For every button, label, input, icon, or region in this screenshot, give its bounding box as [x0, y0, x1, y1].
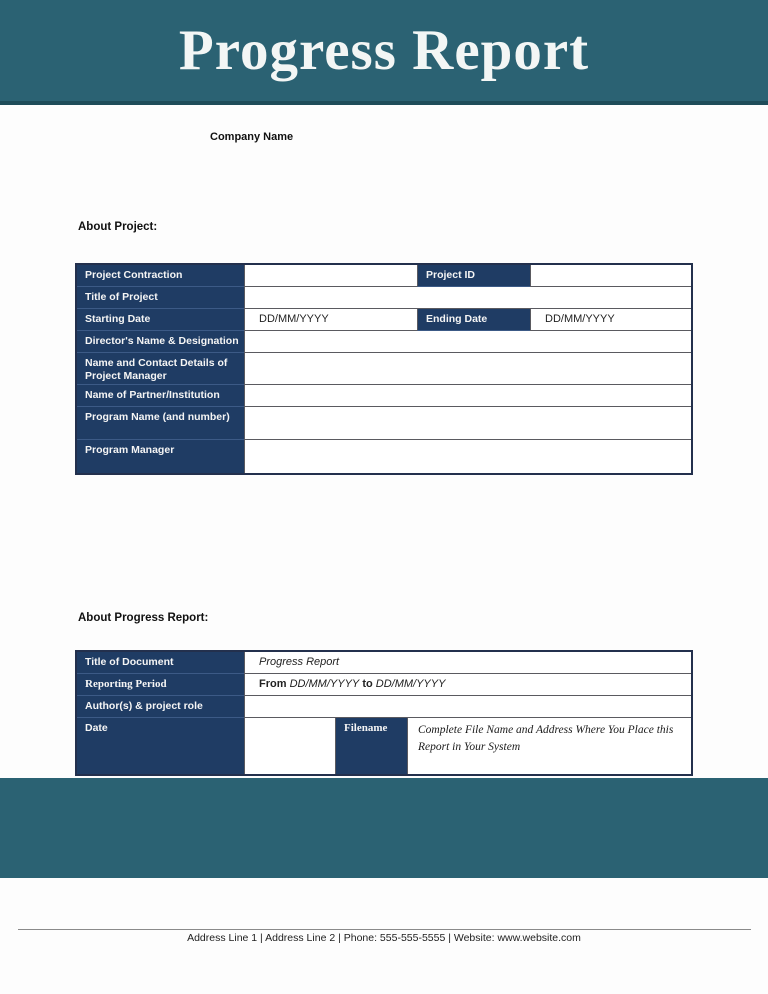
- filename-label: Filename: [335, 718, 407, 774]
- filename-field[interactable]: Complete File Name and Address Where You Place this Report in Your System: [407, 718, 691, 774]
- program-manager-field[interactable]: [244, 440, 691, 473]
- to-date: DD/MM/YYYY: [375, 678, 446, 690]
- table-row: [77, 309, 691, 331]
- table-row: [77, 652, 691, 674]
- starting-date-field[interactable]: DD/MM/YYYY: [244, 309, 417, 331]
- title-of-project-label: Title of Project: [77, 287, 244, 309]
- program-name-field[interactable]: [244, 407, 691, 440]
- ending-date-field[interactable]: DD/MM/YYYY: [530, 309, 691, 331]
- page-title: Progress Report: [178, 19, 590, 82]
- director-name-label: Director's Name & Designation: [77, 331, 244, 353]
- program-name-label: Program Name (and number): [77, 407, 244, 440]
- decorative-teal-band: [0, 778, 768, 878]
- table-row: [77, 674, 691, 696]
- reporting-period-field[interactable]: [244, 674, 691, 696]
- project-info-table: [75, 263, 693, 475]
- partner-institution-field[interactable]: [244, 385, 691, 407]
- from-word: From: [259, 678, 287, 690]
- project-manager-contact-label: Name and Contact Details of Project Manager: [77, 353, 244, 385]
- partner-institution-label: Name of Partner/Institution: [77, 385, 244, 407]
- footer-contact-info: Address Line 1 | Address Line 2 | Phone: 555-555-5555 | Website: www.website.com: [187, 932, 581, 944]
- ending-date-label: Ending Date: [417, 309, 530, 331]
- table-row: [77, 353, 691, 385]
- progress-report-info-table: [75, 650, 693, 776]
- about-project-heading: About Project:: [78, 221, 158, 233]
- project-manager-contact-field[interactable]: [244, 353, 691, 385]
- table-row: [77, 331, 691, 353]
- table-row: [77, 407, 691, 440]
- project-id-label: Project ID: [417, 265, 530, 287]
- program-manager-label: Program Manager: [77, 440, 244, 473]
- table-row: [77, 696, 691, 718]
- from-date: DD/MM/YYYY: [289, 678, 360, 690]
- table-row: [77, 385, 691, 407]
- title-of-project-field[interactable]: [244, 287, 691, 309]
- title-of-document-label: Title of Document: [77, 652, 244, 674]
- project-contraction-field[interactable]: [244, 265, 417, 287]
- table-row: [77, 440, 691, 473]
- date-field[interactable]: [244, 718, 335, 774]
- company-name: Company Name: [210, 131, 294, 143]
- title-of-document-field[interactable]: Progress Report: [244, 652, 691, 674]
- authors-role-field[interactable]: [244, 696, 691, 718]
- to-word: to: [362, 678, 373, 690]
- footer-divider: [18, 929, 751, 930]
- date-label: Date: [77, 718, 244, 774]
- director-name-field[interactable]: [244, 331, 691, 353]
- table-row: [77, 718, 691, 774]
- header-banner: [0, 0, 768, 105]
- project-id-field[interactable]: [530, 265, 691, 287]
- table-row: [77, 287, 691, 309]
- reporting-period-label: Reporting Period: [77, 674, 244, 696]
- project-contraction-label: Project Contraction: [77, 265, 244, 287]
- about-progress-report-heading: About Progress Report:: [78, 612, 209, 624]
- table-row: [77, 265, 691, 287]
- authors-role-label: Author(s) & project role: [77, 696, 244, 718]
- starting-date-label: Starting Date: [77, 309, 244, 331]
